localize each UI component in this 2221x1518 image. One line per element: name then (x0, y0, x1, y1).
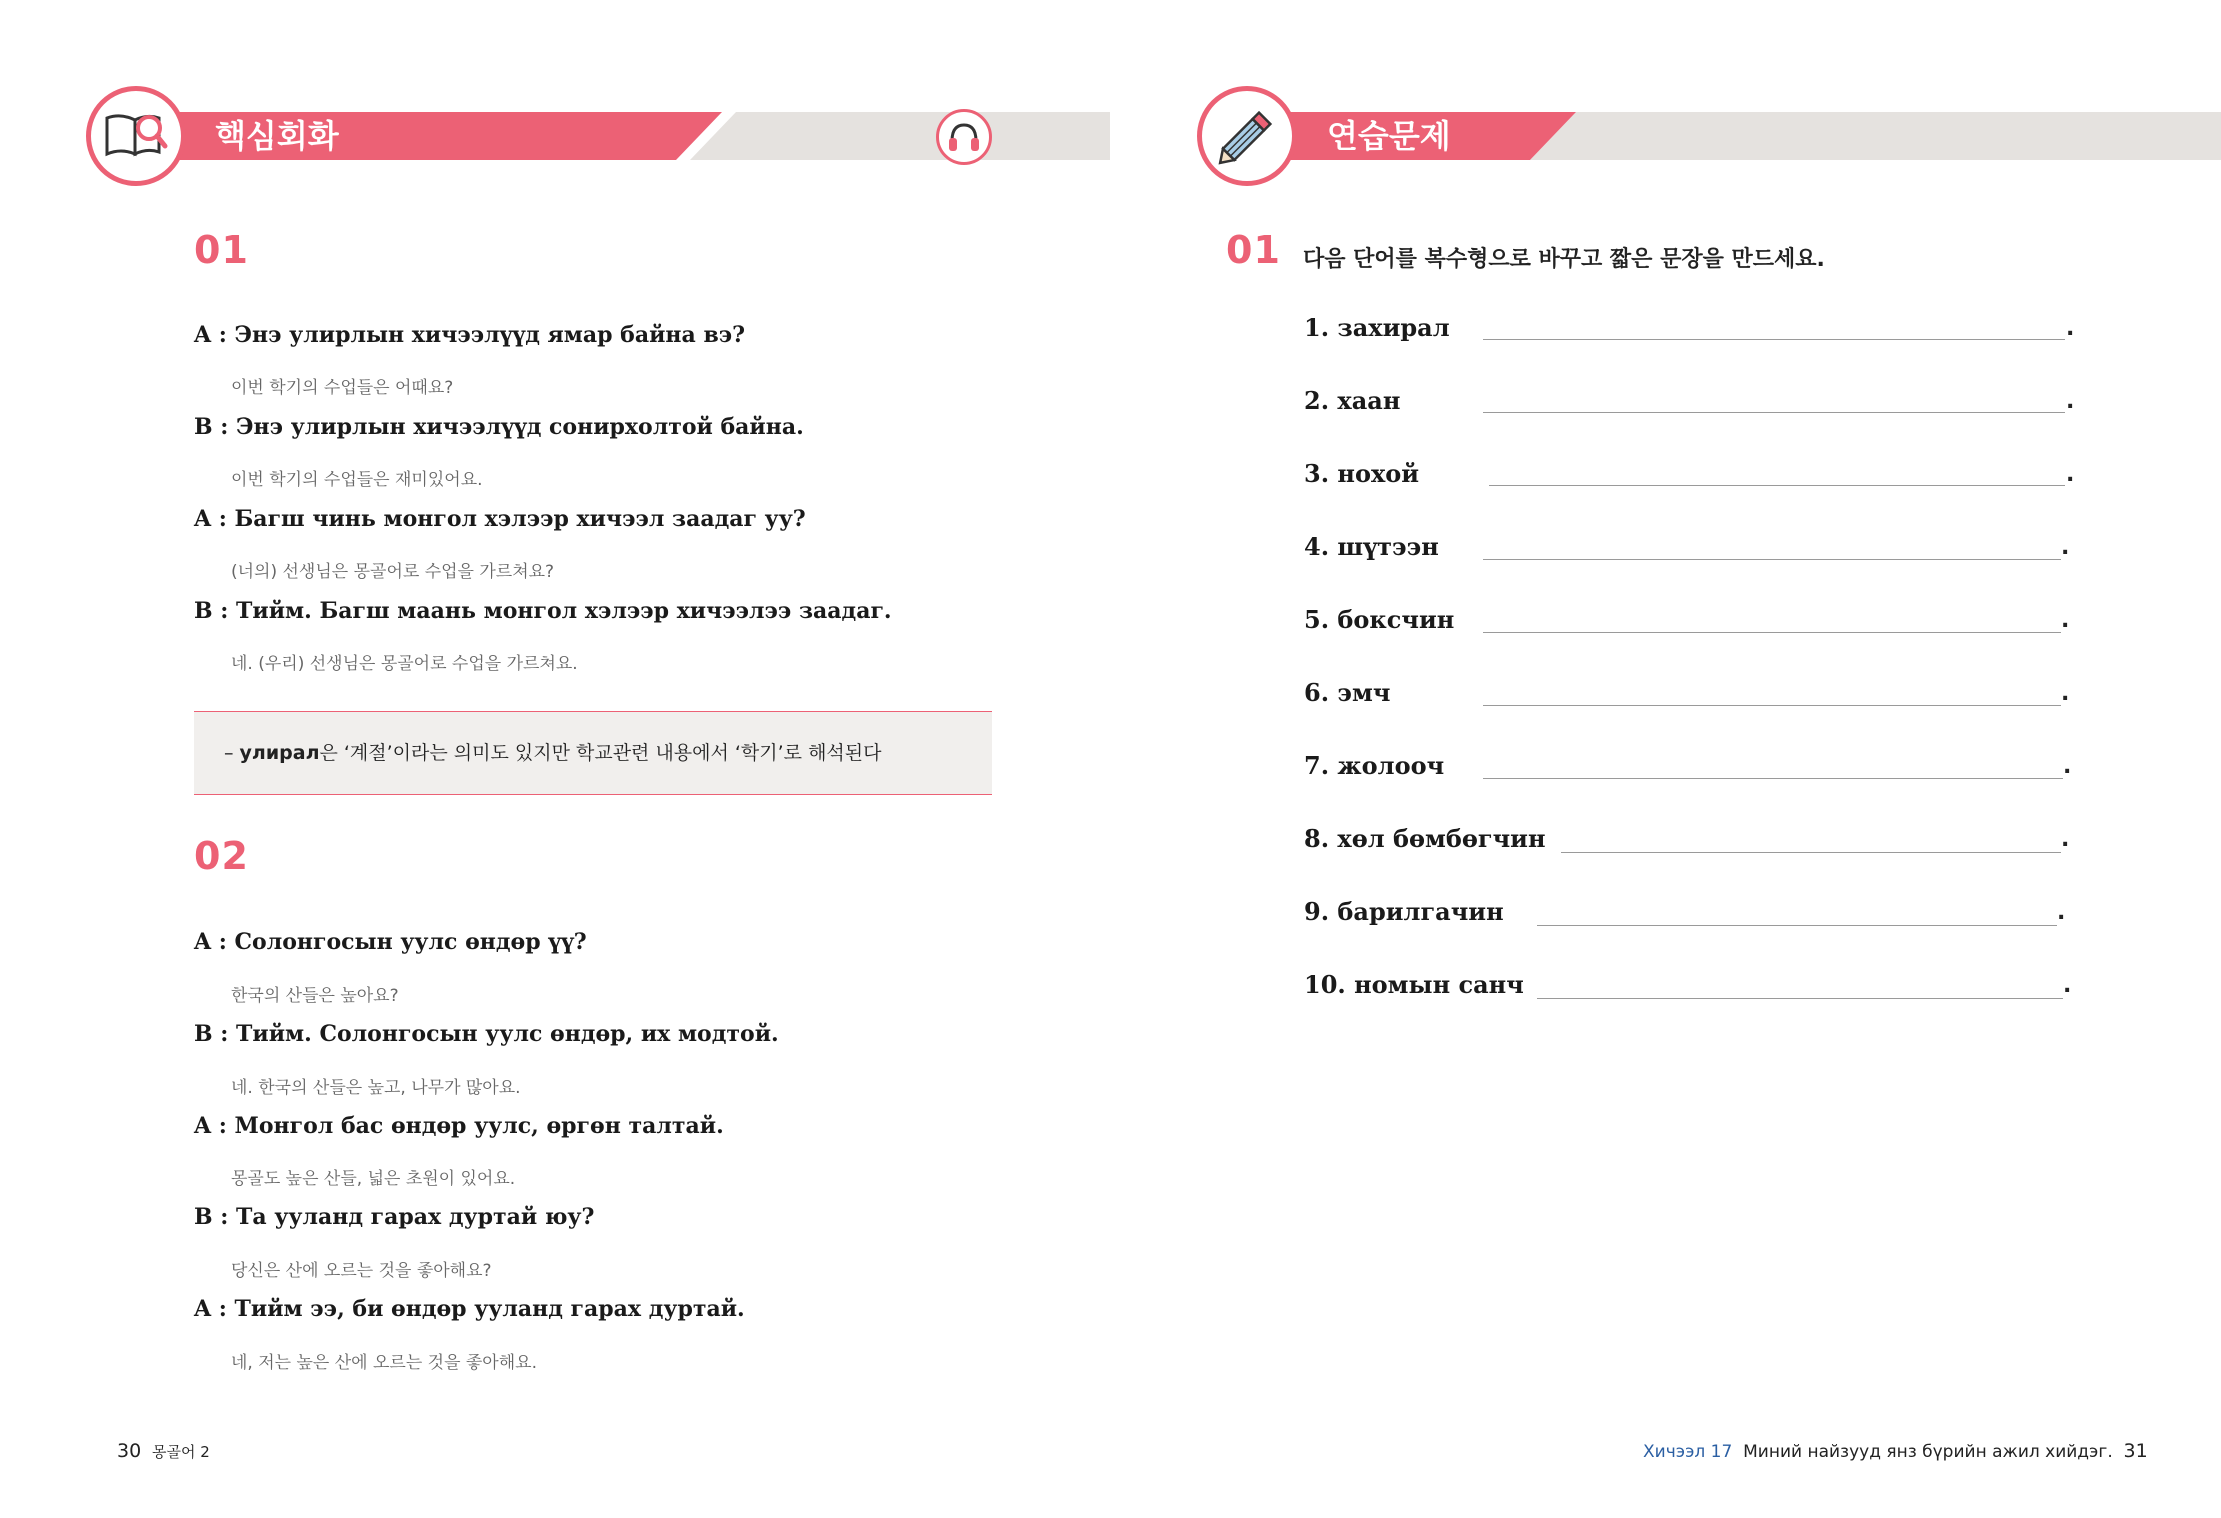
dialogue-line-ko: 몽골도 높은 산들, 넓은 초원이 있어요. (231, 1169, 516, 1189)
answer-line[interactable] (1483, 705, 2061, 706)
book-magnifier-icon (86, 86, 186, 186)
headphones-icon[interactable] (936, 109, 992, 165)
sentence-end-mark: . (2061, 827, 2070, 852)
sentence-end-mark: . (2066, 462, 2075, 487)
dialogue-line-ko: 이번 학기의 수업들은 어때요? (231, 378, 454, 398)
dialogue-line-mn: A : Монгол бас өндөр уулс, өргөн талтай. (194, 1113, 724, 1139)
right-footer (1643, 1440, 2148, 1462)
dialogue-line-ko: 당신은 산에 오르는 것을 좋아해요? (231, 1261, 492, 1281)
answer-line[interactable] (1489, 485, 2065, 486)
left-header-title: 핵심회화 (215, 117, 339, 155)
note-keyword: улирал (239, 742, 320, 764)
sentence-end-mark: . (2061, 608, 2070, 633)
exercise-section-number: 01 (1226, 228, 1281, 272)
dialogue-line-mn: A : Багш чинь монгол хэлээр хичээл заадаг уу? (194, 506, 806, 532)
answer-line[interactable] (1483, 559, 2061, 560)
dialogue-line-mn: B : Тийм. Солонгосын уулс өндөр, их модтой. (194, 1021, 779, 1047)
exercise-item: 4. шүтээн (1304, 532, 1439, 561)
dialogue-line-mn: B : Та ууланд гарах дуртай юу? (194, 1204, 595, 1230)
section-number-01: 01 (194, 228, 249, 272)
dialogue-line-mn: B : Энэ улирлын хичээлүүд сонирхолтой байна. (194, 414, 804, 440)
left-footer (117, 1440, 210, 1462)
vocab-note-box (194, 711, 992, 795)
answer-line[interactable] (1537, 998, 2063, 999)
dialogue-line-ko: 한국의 산들은 높아요? (231, 986, 399, 1006)
answer-line[interactable] (1561, 852, 2061, 853)
exercise-item: 6. эмч (1304, 678, 1391, 707)
right-header-title: 연습문제 (1327, 117, 1451, 155)
answer-line[interactable] (1537, 925, 2057, 926)
exercise-item: 3. нохой (1304, 459, 1420, 488)
dialogue-line-ko: 네. (우리) 선생님은 몽골어로 수업을 가르쳐요. (231, 654, 578, 674)
dialogue-line-ko: 이번 학기의 수업들은 재미있어요. (231, 470, 483, 490)
exercise-instruction: 다음 단어를 복수형으로 바꾸고 짧은 문장을 만드세요. (1303, 247, 1825, 272)
sentence-end-mark: . (2066, 316, 2075, 341)
dialogue-line-ko: (너의) 선생님은 몽골어로 수업을 가르쳐요? (231, 562, 555, 582)
section-number-02: 02 (194, 834, 249, 878)
book-title: 몽골어 2 (152, 1443, 210, 1461)
exercise-item: 10. номын санч (1304, 970, 1524, 999)
left-header-band-gray (690, 112, 1110, 160)
exercise-item: 5. боксчин (1304, 605, 1455, 634)
pencil-icon (1197, 86, 1297, 186)
dialogue-line-mn: A : Тийм ээ, би өндөр ууланд гарах дуртай. (194, 1296, 745, 1322)
dialogue-line-ko: 네. 한국의 산들은 높고, 나무가 많아요. (231, 1078, 521, 1098)
sentence-end-mark: . (2066, 389, 2075, 414)
page-number: 31 (2123, 1440, 2148, 1462)
lesson-label: Хичээл 17 (1643, 1442, 1733, 1462)
right-header-band-gray (1530, 112, 2221, 160)
exercise-item: 7. жолооч (1304, 751, 1445, 780)
answer-line[interactable] (1483, 778, 2063, 779)
exercise-item: 9. барилгачин (1304, 897, 1504, 926)
answer-line[interactable] (1483, 412, 2065, 413)
dialogue-line-ko: 네, 저는 높은 산에 오르는 것을 좋아해요. (231, 1353, 537, 1373)
sentence-end-mark: . (2063, 754, 2072, 779)
exercise-item: 1. захирал (1304, 313, 1450, 342)
dialogue-line-mn: A : Солонгосын уулс өндөр үү? (194, 929, 587, 955)
exercise-item: 2. хаан (1304, 386, 1401, 415)
sentence-end-mark: . (2063, 973, 2072, 998)
vocab-note: – улирал은 ‘계절’이라는 의미도 있지만 학교관련 내용에서 ‘학기’로 해석된다 (224, 742, 882, 764)
sentence-end-mark: . (2061, 535, 2070, 560)
answer-line[interactable] (1483, 632, 2061, 633)
dialogue-line-mn: B : Тийм. Багш маань монгол хэлээр хичээлээ заадаг. (194, 598, 892, 624)
answer-line[interactable] (1483, 339, 2065, 340)
exercise-item: 8. хөл бөмбөгчин (1304, 824, 1546, 853)
lesson-title: Миний найзууд янз бүрийн ажил хийдэг. (1743, 1442, 2113, 1462)
dialogue-line-mn: A : Энэ улирлын хичээлүүд ямар байна вэ? (194, 322, 746, 348)
sentence-end-mark: . (2057, 900, 2066, 925)
page-number: 30 (117, 1440, 142, 1462)
sentence-end-mark: . (2061, 681, 2070, 706)
